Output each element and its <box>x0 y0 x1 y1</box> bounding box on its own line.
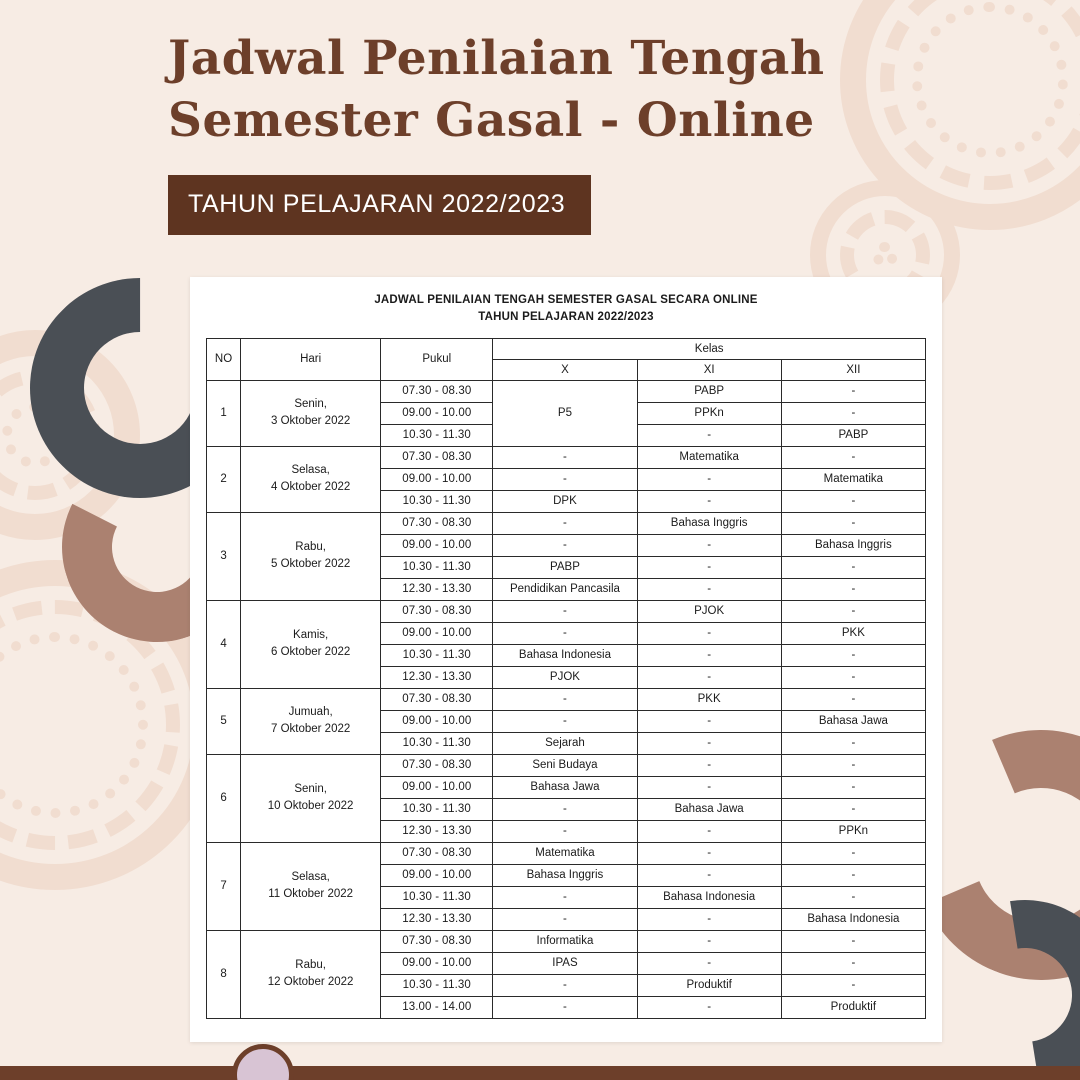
cell-hari-date: 11 Oktober 2022 <box>268 888 354 900</box>
cell-kelas-x: - <box>493 622 637 644</box>
cell-kelas-xi: - <box>637 622 781 644</box>
cell-kelas-xi: - <box>637 908 781 930</box>
cell-hari <box>241 754 381 842</box>
cell-pukul: 07.30 - 08.30 <box>381 600 493 622</box>
cell-pukul: 07.30 - 08.30 <box>381 930 493 952</box>
cell-pukul: 09.00 - 10.00 <box>381 534 493 556</box>
cell-kelas-x: PJOK <box>493 666 637 688</box>
cell-hari-day: Kamis, <box>293 629 329 642</box>
cell-kelas-xii: PABP <box>781 424 925 446</box>
cell-kelas-x: - <box>493 886 637 908</box>
table-row <box>207 600 926 622</box>
cell-kelas-xii: Bahasa Indonesia <box>781 908 925 930</box>
cell-kelas-x: - <box>493 512 637 534</box>
cell-kelas-xi: - <box>637 424 781 446</box>
cell-kelas-x: Matematika <box>493 842 637 864</box>
cell-kelas-xi: - <box>637 842 781 864</box>
cell-pukul: 10.30 - 11.30 <box>381 974 493 996</box>
cell-pukul: 10.30 - 11.30 <box>381 556 493 578</box>
cell-kelas-xii: PPKn <box>781 820 925 842</box>
column-header-kelas-x: X <box>493 359 637 380</box>
cell-no: 5 <box>207 688 241 754</box>
schedule-heading <box>206 292 926 327</box>
cell-kelas-xii: - <box>781 666 925 688</box>
cell-kelas-x: - <box>493 600 637 622</box>
cell-no: 8 <box>207 930 241 1018</box>
cell-hari-day: Senin, <box>294 783 327 796</box>
table-row <box>207 930 926 952</box>
cell-pukul: 12.30 - 13.30 <box>381 908 493 930</box>
cell-pukul: 10.30 - 11.30 <box>381 424 493 446</box>
cell-kelas-xii: Produktif <box>781 996 925 1018</box>
cell-kelas-xii: - <box>781 952 925 974</box>
cell-kelas-xi: - <box>637 468 781 490</box>
cell-hari <box>241 512 381 600</box>
table-row <box>207 688 926 710</box>
cell-kelas-xii: - <box>781 842 925 864</box>
cell-hari <box>241 842 381 930</box>
cell-kelas-xi: Produktif <box>637 974 781 996</box>
cell-pukul: 10.30 - 11.30 <box>381 644 493 666</box>
cell-kelas-xi: - <box>637 578 781 600</box>
poster-header <box>168 28 968 235</box>
cell-hari-date: 10 Oktober 2022 <box>267 800 354 812</box>
cell-hari-date: 3 Oktober 2022 <box>270 415 351 427</box>
cell-kelas-x: - <box>493 468 637 490</box>
cell-kelas-xii: - <box>781 490 925 512</box>
cell-kelas-xii: - <box>781 776 925 798</box>
cell-kelas-xii: - <box>781 688 925 710</box>
cell-pukul: 07.30 - 08.30 <box>381 446 493 468</box>
cell-pukul: 10.30 - 11.30 <box>381 490 493 512</box>
cell-kelas-xi: - <box>637 732 781 754</box>
cell-kelas-x: Bahasa Jawa <box>493 776 637 798</box>
cell-kelas-xii: Bahasa Inggris <box>781 534 925 556</box>
cell-pukul: 09.00 - 10.00 <box>381 710 493 732</box>
cell-kelas-xi: - <box>637 644 781 666</box>
cell-kelas-xi: - <box>637 930 781 952</box>
cell-hari <box>241 446 381 512</box>
cell-kelas-xi: - <box>637 710 781 732</box>
cell-kelas-xi: - <box>637 556 781 578</box>
cell-hari-day: Jumuah, <box>288 706 333 719</box>
cell-kelas-x: - <box>493 534 637 556</box>
cell-kelas-x: Pendidikan Pancasila <box>493 578 637 600</box>
cell-kelas-xi: - <box>637 776 781 798</box>
cell-no: 3 <box>207 512 241 600</box>
column-header-no: NO <box>207 338 241 380</box>
cell-kelas-x: - <box>493 688 637 710</box>
cell-hari <box>241 380 381 446</box>
cell-pukul: 09.00 - 10.00 <box>381 776 493 798</box>
table-row <box>207 512 926 534</box>
schedule-table <box>206 338 926 1019</box>
cell-kelas-xi: - <box>637 820 781 842</box>
cell-kelas-x: - <box>493 446 637 468</box>
column-header-pukul: Pukul <box>381 338 493 380</box>
cell-hari-date: 7 Oktober 2022 <box>270 723 351 735</box>
cell-kelas-xii: - <box>781 886 925 908</box>
cell-kelas-xii: - <box>781 930 925 952</box>
cell-kelas-x: Seni Budaya <box>493 754 637 776</box>
cell-kelas-xii: - <box>781 732 925 754</box>
cell-kelas-xi: - <box>637 666 781 688</box>
cell-kelas-xii: Matematika <box>781 468 925 490</box>
cell-kelas-xii: - <box>781 402 925 424</box>
cell-kelas-xii: - <box>781 644 925 666</box>
cell-no: 4 <box>207 600 241 688</box>
schedule-heading-line-2: TAHUN PELAJARAN 2022/2023 <box>478 311 654 324</box>
cell-kelas-xi: - <box>637 952 781 974</box>
cell-pukul: 09.00 - 10.00 <box>381 468 493 490</box>
page-title <box>168 28 968 152</box>
cell-kelas-xi: PJOK <box>637 600 781 622</box>
cell-pukul: 10.30 - 11.30 <box>381 886 493 908</box>
cell-kelas-xi: - <box>637 534 781 556</box>
cell-no: 1 <box>207 380 241 446</box>
cell-pukul: 10.30 - 11.30 <box>381 798 493 820</box>
page-title-line-1: Jadwal Penilaian Tengah <box>168 31 825 86</box>
cell-pukul: 09.00 - 10.00 <box>381 864 493 886</box>
cell-hari <box>241 930 381 1018</box>
cell-kelas-x: - <box>493 974 637 996</box>
cell-kelas-xi: Matematika <box>637 446 781 468</box>
table-row <box>207 380 926 402</box>
cell-pukul: 09.00 - 10.00 <box>381 402 493 424</box>
cell-pukul: 13.00 - 14.00 <box>381 996 493 1018</box>
cell-pukul: 07.30 - 08.30 <box>381 512 493 534</box>
cell-hari-day: Selasa, <box>291 871 330 884</box>
schedule-heading-line-1: JADWAL PENILAIAN TENGAH SEMESTER GASAL SECARA ONLINE <box>374 294 758 306</box>
cell-no: 6 <box>207 754 241 842</box>
cell-hari-date: 4 Oktober 2022 <box>270 481 351 493</box>
cell-kelas-x: - <box>493 908 637 930</box>
cell-kelas-xii: - <box>781 754 925 776</box>
schedule-table-body <box>207 380 926 1018</box>
cell-pukul: 12.30 - 13.30 <box>381 820 493 842</box>
cell-pukul: 10.30 - 11.30 <box>381 732 493 754</box>
cell-hari-day: Selasa, <box>291 464 330 477</box>
cell-kelas-xi: - <box>637 490 781 512</box>
cell-no: 7 <box>207 842 241 930</box>
cell-hari <box>241 600 381 688</box>
cell-kelas-xii: - <box>781 974 925 996</box>
cell-kelas-x: Informatika <box>493 930 637 952</box>
cell-kelas-xi: Bahasa Indonesia <box>637 886 781 908</box>
cell-kelas-xi: PPKn <box>637 402 781 424</box>
cell-kelas-x: Sejarah <box>493 732 637 754</box>
cell-kelas-x: - <box>493 710 637 732</box>
cell-kelas-xii: - <box>781 798 925 820</box>
cell-pukul: 12.30 - 13.30 <box>381 666 493 688</box>
schedule-card <box>190 277 942 1042</box>
bottom-strip <box>0 1066 1080 1080</box>
cell-kelas-x: PABP <box>493 556 637 578</box>
column-header-hari: Hari <box>241 338 381 380</box>
cell-kelas-xi: Bahasa Jawa <box>637 798 781 820</box>
column-header-kelas-xi: XI <box>637 359 781 380</box>
cell-no: 2 <box>207 446 241 512</box>
table-row <box>207 842 926 864</box>
table-row <box>207 754 926 776</box>
cell-kelas-x: - <box>493 820 637 842</box>
cell-pukul: 07.30 - 08.30 <box>381 754 493 776</box>
cell-kelas-xi: - <box>637 996 781 1018</box>
column-header-kelas: Kelas <box>493 338 926 359</box>
cell-kelas-x: Bahasa Inggris <box>493 864 637 886</box>
schedule-table-head <box>207 338 926 380</box>
cell-kelas-xii: - <box>781 446 925 468</box>
page-title-line-2: Semester Gasal - Online <box>168 93 815 149</box>
cell-hari-date: 6 Oktober 2022 <box>270 646 351 658</box>
cell-kelas-x: IPAS <box>493 952 637 974</box>
cell-kelas-x: DPK <box>493 490 637 512</box>
cell-kelas-xii: - <box>781 600 925 622</box>
cell-hari-day: Senin, <box>294 398 327 411</box>
cell-kelas-xi: PKK <box>637 688 781 710</box>
cell-kelas-xii: PKK <box>781 622 925 644</box>
cell-pukul: 09.00 - 10.00 <box>381 952 493 974</box>
cell-kelas-xii: - <box>781 512 925 534</box>
cell-hari-day: Rabu, <box>295 541 326 554</box>
cell-kelas-xi: - <box>637 864 781 886</box>
cell-kelas-xii: - <box>781 556 925 578</box>
cell-kelas-x: Bahasa Indonesia <box>493 644 637 666</box>
cell-pukul: 07.30 - 08.30 <box>381 842 493 864</box>
column-header-kelas-xii: XII <box>781 359 925 380</box>
cell-pukul: 09.00 - 10.00 <box>381 622 493 644</box>
cell-pukul: 07.30 - 08.30 <box>381 688 493 710</box>
cell-kelas-xi: PABP <box>637 380 781 402</box>
cell-kelas-xii: - <box>781 380 925 402</box>
cell-hari-date: 5 Oktober 2022 <box>270 558 351 570</box>
cell-hari-day: Rabu, <box>295 959 326 972</box>
table-header-row-1 <box>207 338 926 359</box>
cell-kelas-xi: - <box>637 754 781 776</box>
cell-kelas-xii: - <box>781 578 925 600</box>
cell-kelas-xi: Bahasa Inggris <box>637 512 781 534</box>
cell-kelas-x: - <box>493 798 637 820</box>
cell-kelas-xii: - <box>781 864 925 886</box>
cell-kelas-x: - <box>493 996 637 1018</box>
cell-pukul: 12.30 - 13.30 <box>381 578 493 600</box>
bottom-circle-ornament <box>232 1044 294 1080</box>
academic-year-band: TAHUN PELAJARAN 2022/2023 <box>168 175 591 235</box>
cell-hari <box>241 688 381 754</box>
cell-kelas-x: P5 <box>493 380 637 446</box>
cell-kelas-xii: Bahasa Jawa <box>781 710 925 732</box>
table-row <box>207 446 926 468</box>
cell-hari-date: 12 Oktober 2022 <box>267 976 354 988</box>
cell-pukul: 07.30 - 08.30 <box>381 380 493 402</box>
